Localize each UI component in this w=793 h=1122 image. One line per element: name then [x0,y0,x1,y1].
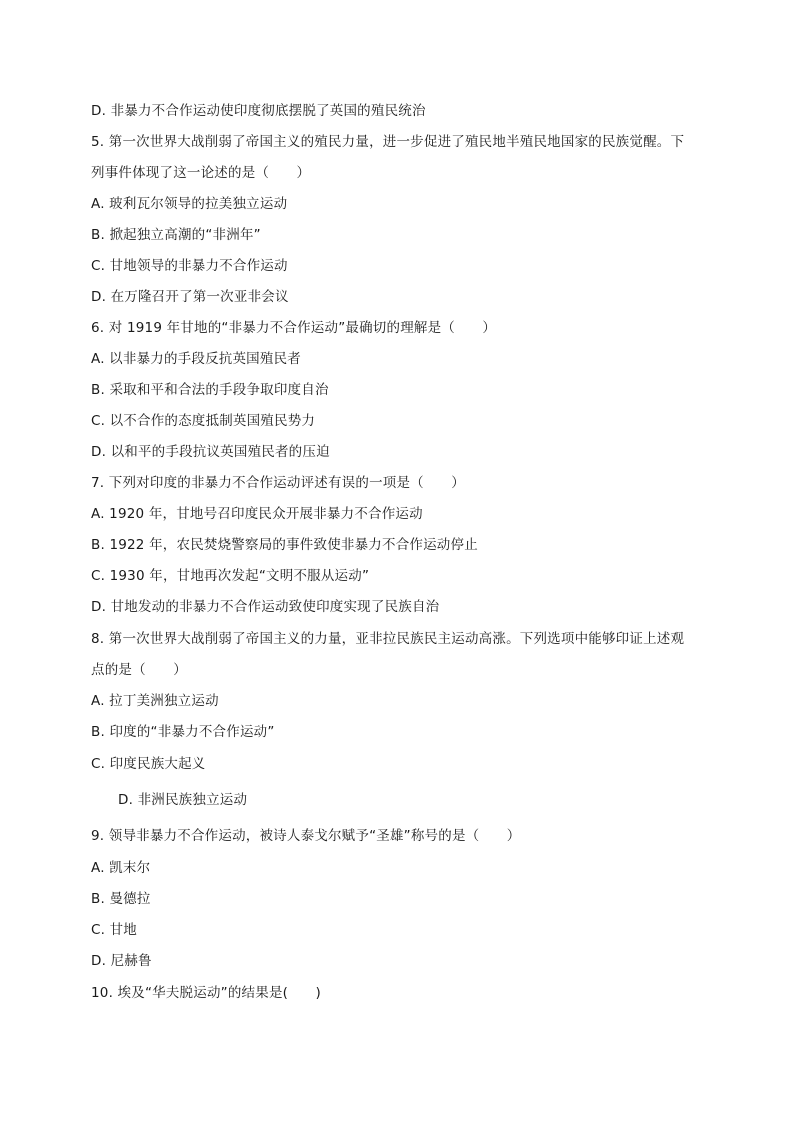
question-7-stem: 7. 下列对印度的非暴力不合作运动评述有误的一项是（ ） [91,475,465,491]
option-d-q6: D. 以和平的手段抗议英国殖民者的压迫 [91,444,330,460]
question-8-stem-cont: 点的是（ ） [91,662,187,678]
option-c-q5: C. 甘地领导的非暴力不合作运动 [91,258,288,274]
question-8-stem: 8. 第一次世界大战削弱了帝国主义的力量，亚非拉民族民主运动高涨。下列选项中能够印证上述观 [91,631,685,647]
option-c-q7: C. 1930 年，甘地再次发起“文明不服从运动” [91,568,370,584]
option-a-q9: A. 凯末尔 [91,860,151,876]
option-b-q9: B. 曼德拉 [91,891,151,907]
option-d-q8: D. 非洲民族独立运动 [118,792,248,808]
option-a-q8: A. 拉丁美洲独立运动 [91,693,219,709]
option-c-q8: C. 印度民族大起义 [91,756,206,772]
question-6-stem: 6. 对 1919 年甘地的“非暴力不合作运动”最确切的理解是（ ） [91,320,497,336]
question-5-stem-cont: 列事件体现了这一论述的是（ ） [91,165,311,181]
question-10-stem: 10. 埃及“华夫脱运动”的结果是( ) [91,985,321,1001]
option-c-q9: C. 甘地 [91,922,138,938]
option-a-q6: A. 以非暴力的手段反抗英国殖民者 [91,351,301,367]
question-5-stem: 5. 第一次世界大战削弱了帝国主义的殖民力量，进一步促进了殖民地半殖民地国家的民族觉醒。下 [91,134,685,150]
option-d-q4: D. 非暴力不合作运动使印度彻底摆脱了英国的殖民统治 [91,103,426,119]
option-d-q9: D. 尼赫鲁 [91,953,152,969]
option-a-q5: A. 玻利瓦尔领导的拉美独立运动 [91,196,288,212]
option-c-q6: C. 以不合作的态度抵制英国殖民势力 [91,413,316,429]
option-d-q7: D. 甘地发动的非暴力不合作运动致使印度实现了民族自治 [91,599,440,615]
option-b-q7: B. 1922 年，农民焚烧警察局的事件致使非暴力不合作运动停止 [91,537,478,553]
question-9-stem: 9. 领导非暴力不合作运动，被诗人泰戈尔赋予“圣雄”称号的是（ ） [91,828,521,844]
option-a-q7: A. 1920 年，甘地号召印度民众开展非暴力不合作运动 [91,506,423,522]
option-d-q5: D. 在万隆召开了第一次亚非会议 [91,289,289,305]
option-b-q5: B. 掀起独立高潮的“非洲年” [91,227,261,243]
option-b-q8: B. 印度的“非暴力不合作运动” [91,724,275,740]
option-b-q6: B. 采取和平和合法的手段争取印度自治 [91,382,329,398]
